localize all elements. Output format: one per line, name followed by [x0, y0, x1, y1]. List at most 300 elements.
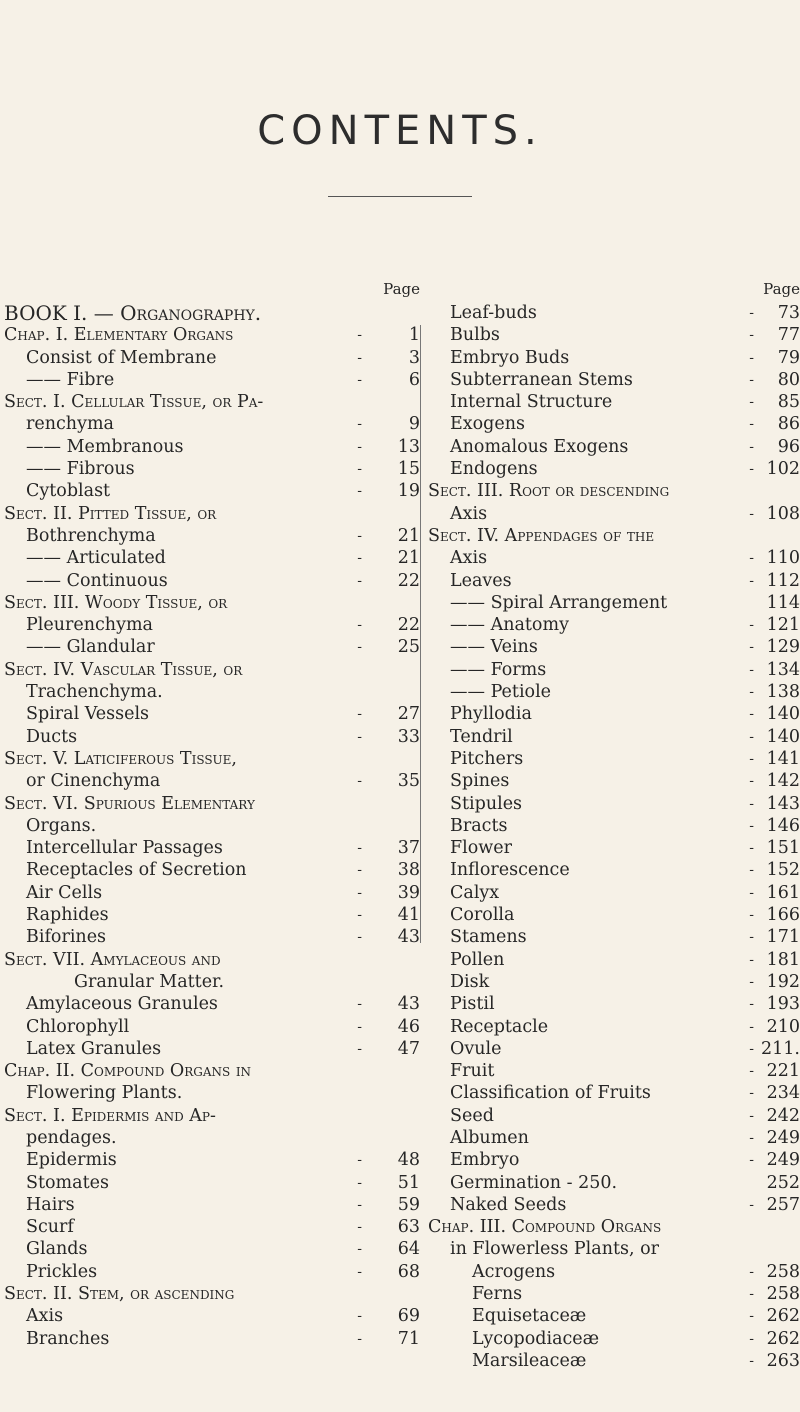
toc-entry	[4, 1328, 420, 1350]
toc-entry-label: Albumen	[450, 1127, 529, 1148]
toc-entry	[428, 859, 800, 881]
leader-dash: -	[749, 951, 754, 968]
toc-entry	[428, 436, 800, 458]
toc-entry-label: Pollen	[450, 949, 505, 970]
toc-entry-label: Sect. III. Woody Tissue, or	[4, 592, 228, 613]
toc-entry-label: Sect. II. Stem, or ascending	[4, 1284, 235, 1305]
leader-dash: -	[749, 840, 754, 857]
toc-entry	[428, 503, 800, 525]
toc-entry	[428, 1283, 800, 1305]
leader-dash: -	[357, 438, 362, 455]
toc-entry-label: Spines	[450, 771, 510, 792]
toc-entry-label: Tendril	[450, 726, 513, 747]
toc-entry	[4, 547, 420, 569]
toc-entry-page: 46	[397, 1016, 420, 1037]
page-header-label: Page	[763, 280, 800, 298]
toc-entry-page: 193	[766, 994, 800, 1015]
leader-dash: -	[357, 1330, 362, 1347]
toc-entry-page: 59	[397, 1194, 420, 1215]
leader-dash: -	[357, 907, 362, 924]
toc-entry-page: 79	[777, 347, 800, 368]
toc-entry-page: 69	[397, 1306, 420, 1327]
toc-entry-label: Consist of Membrane	[26, 347, 217, 368]
toc-entry	[428, 1261, 800, 1283]
leader-dash: -	[357, 1263, 362, 1280]
toc-entry	[4, 1149, 420, 1171]
toc-entry-label: Bulbs	[450, 325, 500, 346]
toc-entry-page: 262	[766, 1306, 800, 1327]
toc-entry-label: Chap. III. Compound Organs	[428, 1217, 662, 1238]
leader-dash: -	[749, 1352, 754, 1369]
toc-entry-label: Sect. I. Epidermis and Ap-	[4, 1105, 216, 1126]
leader-dash: -	[749, 773, 754, 790]
leader-dash: -	[749, 617, 754, 634]
toc-entry	[428, 1238, 800, 1260]
toc-entry-page: 85	[777, 392, 800, 413]
toc-entry-label: Marsileaceæ	[472, 1350, 587, 1371]
toc-entry-page: 15	[397, 459, 420, 480]
toc-entry	[428, 949, 800, 971]
toc-entry-page: 3	[408, 347, 420, 368]
toc-entry	[4, 570, 420, 592]
toc-entry	[4, 1283, 420, 1305]
toc-entry-page: 152	[766, 860, 800, 881]
toc-entry	[4, 347, 420, 369]
leader-dash: -	[749, 1286, 754, 1303]
toc-entry	[428, 815, 800, 837]
right-column	[428, 280, 800, 1372]
leader-dash: -	[749, 1263, 754, 1280]
leader-dash: -	[749, 973, 754, 990]
toc-entry	[428, 926, 800, 948]
toc-entry-label: Trachenchyma.	[26, 682, 163, 703]
toc-entry-page: 221	[766, 1061, 800, 1082]
leader-dash: -	[357, 929, 362, 946]
toc-entry	[428, 547, 800, 569]
toc-entry-label: pendages.	[26, 1127, 117, 1148]
toc-entry	[4, 882, 420, 904]
leader-dash: -	[357, 1018, 362, 1035]
toc-entry	[4, 971, 420, 993]
toc-entry	[4, 837, 420, 859]
toc-entry-page: 242	[766, 1105, 800, 1126]
toc-entry-label: —— Membranous	[26, 436, 184, 457]
page-title: CONTENTS.	[257, 108, 543, 154]
toc-entry-label: Leaves	[450, 570, 512, 591]
toc-entry-label: Sect. VII. Amylaceous and	[4, 949, 221, 970]
leader-dash: -	[749, 1330, 754, 1347]
toc-entry-label: Leaf-buds	[450, 303, 537, 323]
toc-entry-page: 121	[766, 615, 800, 636]
leader-dash: -	[357, 1241, 362, 1258]
toc-entry-page: 27	[397, 704, 420, 725]
toc-entry-page: 134	[766, 659, 800, 680]
toc-entry	[428, 770, 800, 792]
toc-entry-page: 19	[397, 481, 420, 502]
toc-entry-page: 73	[777, 303, 800, 323]
toc-entry-page: 142	[766, 771, 800, 792]
leader-dash: -	[357, 1196, 362, 1213]
toc-entry-label: Branches	[26, 1328, 110, 1349]
toc-entry	[428, 1082, 800, 1104]
toc-entry-page: 211.	[761, 1038, 800, 1059]
leader-dash: -	[357, 996, 362, 1013]
column-divider	[420, 325, 421, 943]
leader-dash: -	[749, 639, 754, 656]
leader-dash: -	[749, 884, 754, 901]
toc-entry-page: 21	[397, 548, 420, 569]
toc-entry-page: 129	[766, 637, 800, 658]
toc-entry-page: 114	[766, 592, 800, 613]
toc-entry	[428, 1328, 800, 1350]
leader-dash: -	[749, 416, 754, 433]
toc-entry-page: 35	[397, 771, 420, 792]
toc-entry	[4, 993, 420, 1015]
leader-dash: -	[357, 1152, 362, 1169]
leader-dash: -	[357, 371, 362, 388]
toc-entry	[4, 1038, 420, 1060]
toc-entry-page: 102	[766, 459, 800, 480]
toc-entry-label: Pitchers	[450, 748, 524, 769]
toc-entry	[428, 793, 800, 815]
toc-entry	[428, 1127, 800, 1149]
toc-entry-label: —— Forms	[450, 659, 547, 680]
toc-entry	[428, 413, 800, 435]
toc-entry	[428, 369, 800, 391]
toc-entry-label: Sect. III. Root or descending	[428, 481, 670, 502]
left-column	[4, 280, 420, 1350]
toc-entry-label: Sect. IV. Appendages of the	[428, 525, 655, 546]
leader-dash: -	[749, 1152, 754, 1169]
toc-entry-label: Disk	[450, 971, 490, 992]
toc-entry-page: 138	[766, 682, 800, 703]
toc-entry-page: 38	[397, 860, 420, 881]
toc-entry-page: 43	[397, 927, 420, 948]
leader-dash: -	[749, 371, 754, 388]
leader-dash: -	[357, 728, 362, 745]
toc-entry	[4, 1305, 420, 1327]
toc-entry-page: 140	[766, 704, 800, 725]
toc-entry-label: Embryo	[450, 1150, 520, 1171]
leader-dash: -	[749, 305, 754, 321]
toc-entry-label: Air Cells	[26, 882, 103, 903]
toc-entry-label: Epidermis	[26, 1150, 117, 1171]
toc-entry	[428, 904, 800, 926]
leader-dash: -	[749, 996, 754, 1013]
toc-entry-page: 86	[777, 414, 800, 435]
toc-entry-label: Sect. II. Pitted Tissue, or	[4, 503, 217, 524]
toc-entry	[4, 1105, 420, 1127]
toc-entry	[4, 726, 420, 748]
toc-entry-label: Internal Structure	[450, 392, 613, 413]
toc-entry	[4, 324, 420, 346]
toc-entry-page: 252	[766, 1172, 800, 1193]
toc-entry-page: 33	[397, 726, 420, 747]
leader-dash: -	[749, 706, 754, 723]
toc-entry-page: 249	[766, 1150, 800, 1171]
toc-entry-label: Embryo Buds	[450, 347, 570, 368]
toc-entry-label: Calyx	[450, 882, 500, 903]
toc-entry	[428, 302, 800, 324]
toc-entry-page: 140	[766, 726, 800, 747]
toc-entry-label: Classification of Fruits	[450, 1083, 651, 1104]
toc-entry	[4, 904, 420, 926]
leader-dash: -	[749, 461, 754, 478]
toc-entry	[428, 458, 800, 480]
leader-dash: -	[749, 550, 754, 567]
leader-dash: -	[749, 795, 754, 812]
toc-entry-label: Latex Granules	[26, 1038, 162, 1059]
toc-entry	[4, 1172, 420, 1194]
toc-entry	[428, 1038, 800, 1060]
toc-entry-label: Acrogens	[472, 1261, 556, 1282]
toc-entry-page: 71	[397, 1328, 420, 1349]
leader-dash: -	[749, 1308, 754, 1325]
toc-entry	[428, 971, 800, 993]
toc-entry	[428, 659, 800, 681]
toc-entry-label: Fruit	[450, 1061, 495, 1082]
page-column-header	[428, 280, 800, 302]
toc-entry	[4, 859, 420, 881]
toc-entry	[4, 636, 420, 658]
toc-entry	[428, 1305, 800, 1327]
toc-entry-label: Axis	[450, 548, 488, 569]
toc-entry	[4, 302, 420, 324]
toc-entry-label: Axis	[26, 1306, 64, 1327]
toc-entry-label: in Flowerless Plants, or	[450, 1239, 660, 1260]
toc-entry-label: —— Anatomy	[450, 615, 569, 636]
toc-entry	[4, 592, 420, 614]
toc-entry-page: 146	[766, 815, 800, 836]
toc-entry-label: Receptacles of Secretion	[26, 860, 247, 881]
toc-entry-label: Stipules	[450, 793, 523, 814]
leader-dash: -	[749, 1196, 754, 1213]
toc-entry-page: 48	[397, 1150, 420, 1171]
toc-entry-label: BOOK I. — Organography.	[4, 301, 262, 325]
toc-entry	[428, 1060, 800, 1082]
toc-entry-label: Bothrenchyma	[26, 525, 156, 546]
title-rule	[328, 196, 472, 197]
toc-entry	[428, 347, 800, 369]
toc-entry	[428, 681, 800, 703]
toc-entry-label: —— Spiral Arrangement	[450, 592, 668, 613]
toc-entry-page: 258	[766, 1261, 800, 1282]
toc-entry	[4, 1194, 420, 1216]
toc-entry	[428, 993, 800, 1015]
leader-dash: -	[749, 438, 754, 455]
toc-entry-label: Amylaceous Granules	[26, 994, 218, 1015]
toc-entry-label: Chap. I. Elementary Organs	[4, 325, 234, 346]
toc-entry-label: Bracts	[450, 815, 508, 836]
leader-dash: -	[357, 550, 362, 567]
leader-dash: -	[749, 1107, 754, 1124]
toc-entry	[428, 837, 800, 859]
leader-dash: -	[749, 684, 754, 701]
leader-dash: -	[357, 840, 362, 857]
leader-dash: -	[749, 1063, 754, 1080]
leader-dash: -	[357, 773, 362, 790]
toc-entry	[428, 391, 800, 413]
toc-entry-label: Chlorophyll	[26, 1016, 130, 1037]
leader-dash: -	[749, 1040, 754, 1057]
toc-entry-label: Receptacle	[450, 1016, 549, 1037]
toc-entry-label: Hairs	[26, 1194, 75, 1215]
toc-entry-label: Intercellular Passages	[26, 838, 223, 859]
leader-dash: -	[749, 862, 754, 879]
toc-entry	[4, 503, 420, 525]
toc-entry-label: Anomalous Exogens	[450, 436, 629, 457]
toc-entry	[4, 1238, 420, 1260]
toc-entry	[4, 815, 420, 837]
toc-entry-label: Chap. II. Compound Organs in	[4, 1061, 252, 1082]
toc-entry-page: 110	[766, 548, 800, 569]
toc-entry	[4, 1261, 420, 1283]
leader-dash: -	[749, 817, 754, 834]
page-column-header	[4, 280, 420, 302]
toc-entry	[4, 1127, 420, 1149]
toc-entry	[4, 793, 420, 815]
toc-entry-page: 258	[766, 1284, 800, 1305]
toc-entry-page: 22	[397, 615, 420, 636]
toc-entry-label: Glands	[26, 1239, 88, 1260]
toc-entry-page: 96	[777, 436, 800, 457]
leader-dash: -	[357, 327, 362, 344]
toc-entry-page: 6	[408, 369, 420, 390]
toc-entry-page: 161	[766, 882, 800, 903]
toc-entry	[4, 1216, 420, 1238]
leader-dash: -	[357, 483, 362, 500]
toc-entry-page: 143	[766, 793, 800, 814]
toc-entry-label: Flowering Plants.	[26, 1083, 183, 1104]
leader-dash: -	[357, 461, 362, 478]
toc-entry-page: 141	[766, 748, 800, 769]
toc-entry-page: 262	[766, 1328, 800, 1349]
leader-dash: -	[749, 1129, 754, 1146]
toc-entry-label: Ducts	[26, 726, 78, 747]
toc-entry-label: Organs.	[26, 815, 97, 836]
leader-dash: -	[357, 1308, 362, 1325]
toc-entry-label: Axis	[450, 503, 488, 524]
toc-entry	[428, 636, 800, 658]
leader-dash: -	[357, 639, 362, 656]
toc-entry-label: —— Fibrous	[26, 459, 135, 480]
toc-entry-label: Sect. I. Cellular Tissue, or Pa-	[4, 392, 264, 413]
toc-entry	[4, 614, 420, 636]
toc-entry-label: Ovule	[450, 1038, 502, 1059]
leader-dash: -	[357, 617, 362, 634]
toc-entry-page: 43	[397, 994, 420, 1015]
toc-entry-page: 13	[397, 436, 420, 457]
leader-dash: -	[749, 572, 754, 589]
toc-entry-page: 25	[397, 637, 420, 658]
toc-entry-page: 112	[766, 570, 800, 591]
toc-entry	[4, 681, 420, 703]
toc-entry-page: 80	[777, 369, 800, 390]
leader-dash: -	[357, 527, 362, 544]
toc-entry-label: Cytoblast	[26, 481, 111, 502]
toc-entry-page: 77	[777, 325, 800, 346]
leader-dash: -	[357, 1174, 362, 1191]
toc-entry	[4, 369, 420, 391]
leader-dash: -	[749, 394, 754, 411]
toc-entry	[428, 592, 800, 614]
toc-entry-label: Sect. V. Laticiferous Tissue,	[4, 748, 237, 769]
toc-entry-page: 171	[766, 927, 800, 948]
toc-entry	[4, 770, 420, 792]
toc-entry-label: Phyllodia	[450, 704, 532, 725]
toc-entry-label: Ferns	[472, 1284, 523, 1305]
toc-entry-page: 9	[408, 414, 420, 435]
leader-dash: -	[749, 750, 754, 767]
toc-entry-page: 249	[766, 1127, 800, 1148]
toc-entry-label: Pleurenchyma	[26, 615, 153, 636]
toc-entry-page: 257	[766, 1194, 800, 1215]
toc-entry-page: 210	[766, 1016, 800, 1037]
toc-entry-label: Seed	[450, 1105, 494, 1126]
toc-entry-label: Biforines	[26, 927, 107, 948]
toc-entry-label: Endogens	[450, 459, 538, 480]
toc-entry-label: —— Articulated	[26, 548, 166, 569]
toc-entry-label: Sect. IV. Vascular Tissue, or	[4, 659, 243, 680]
toc-entry-label: Scurf	[26, 1217, 74, 1238]
toc-entry-label: Flower	[450, 838, 512, 859]
leader-dash: -	[749, 349, 754, 366]
toc-entry-label: —— Continuous	[26, 570, 168, 591]
toc-entry	[428, 1172, 800, 1194]
toc-entry-page: 166	[766, 905, 800, 926]
toc-entry	[428, 726, 800, 748]
toc-entry-label: —— Glandular	[26, 637, 155, 658]
toc-entry-page: 39	[397, 882, 420, 903]
toc-entry	[4, 391, 420, 413]
toc-entry-page: 68	[397, 1261, 420, 1282]
leader-dash: -	[357, 706, 362, 723]
leader-dash: -	[357, 1219, 362, 1236]
toc-entry-label: Sect. VI. Spurious Elementary	[4, 793, 255, 814]
toc-entry	[428, 1350, 800, 1372]
toc-entry-label: Equisetaceæ	[472, 1306, 587, 1327]
toc-entry-label: Raphides	[26, 905, 109, 926]
toc-entry	[428, 703, 800, 725]
leader-dash: -	[357, 572, 362, 589]
page-header-label: Page	[383, 280, 420, 298]
toc-entry	[4, 1082, 420, 1104]
toc-entry	[428, 480, 800, 502]
leader-dash: -	[357, 884, 362, 901]
toc-entry-page: 108	[766, 503, 800, 524]
toc-entry	[4, 480, 420, 502]
leader-dash: -	[749, 1018, 754, 1035]
toc-entry-label: —— Petiole	[450, 682, 552, 703]
toc-entry-label: —— Veins	[450, 637, 538, 658]
toc-entry-page: 181	[766, 949, 800, 970]
leader-dash: -	[749, 327, 754, 344]
leader-dash: -	[749, 661, 754, 678]
toc-entry-page: 234	[766, 1083, 800, 1104]
toc-entry-page: 64	[397, 1239, 420, 1260]
toc-entry-page: 21	[397, 525, 420, 546]
toc-entry	[4, 525, 420, 547]
leader-dash: -	[357, 416, 362, 433]
toc-entry-label: or Cinenchyma	[26, 771, 161, 792]
toc-entry	[428, 1216, 800, 1238]
toc-entry-label: Inflorescence	[450, 860, 570, 881]
toc-entry	[428, 324, 800, 346]
leader-dash: -	[357, 862, 362, 879]
toc-entry-page: 192	[766, 971, 800, 992]
toc-entry	[428, 1194, 800, 1216]
toc-entry	[428, 570, 800, 592]
